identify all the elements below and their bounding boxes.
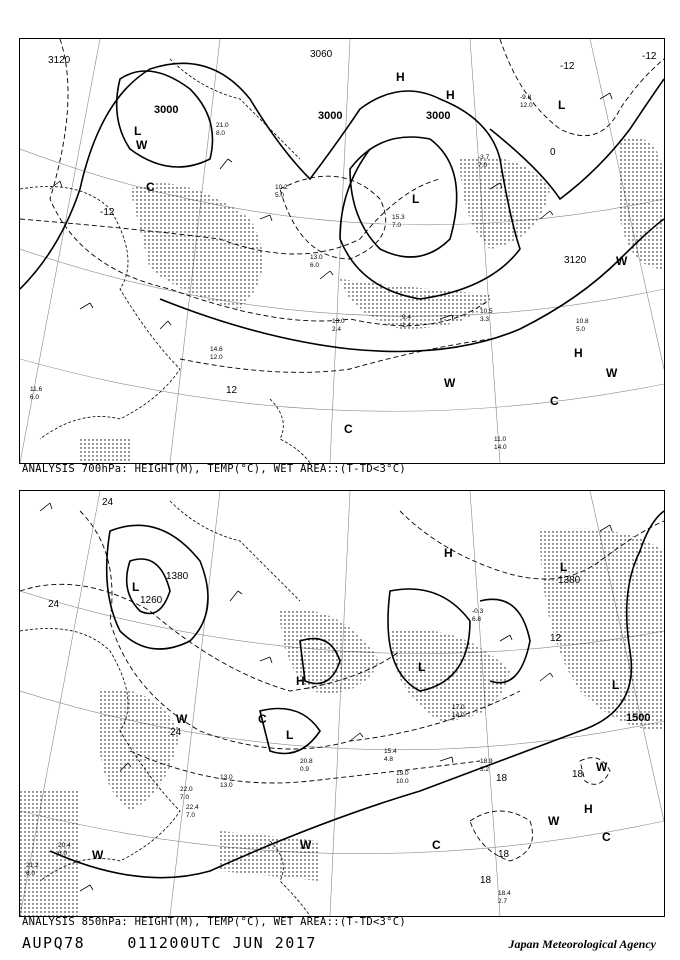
station-value: 17.0 — [452, 704, 465, 711]
station-value: 3.3 — [480, 316, 490, 323]
station-value: 15.3 — [392, 214, 405, 221]
station-value: 15.4 — [384, 748, 397, 755]
map-panel-850hpa — [19, 490, 665, 917]
station-value: 6.8 — [472, 616, 482, 623]
station-value: -3.7 — [478, 154, 490, 161]
station-value: 18.4 — [498, 890, 511, 897]
low-marker: L — [132, 580, 140, 594]
station-value: 13.0 — [332, 318, 345, 325]
cold-center-marker: C — [550, 394, 559, 408]
station-value: 21.0 — [216, 122, 229, 129]
station-value: 19.0 — [396, 770, 409, 777]
height-label: 1380 — [558, 575, 581, 586]
station-value: 13.0 — [220, 774, 233, 781]
cold-center-marker: C — [602, 830, 611, 844]
station-value: 6.0 — [310, 262, 320, 269]
warm-center-marker: W — [606, 366, 618, 380]
station-value: 12.0 — [210, 354, 223, 361]
temp-label: 24 — [48, 599, 60, 610]
warm-center-marker: W — [176, 712, 188, 726]
high-marker: H — [396, 70, 405, 84]
temp-label: 18 — [498, 849, 510, 860]
height-label: 3060 — [310, 49, 333, 60]
temp-label: 24 — [102, 497, 114, 508]
cold-center-marker: C — [432, 838, 441, 852]
low-marker: L — [286, 728, 294, 742]
station-value: 10.2 — [275, 184, 288, 191]
warm-center-marker: W — [300, 838, 312, 852]
high-marker: H — [444, 546, 453, 560]
station-value: 3.2 — [480, 766, 490, 773]
panel-caption-700hpa: ANALYSIS 700hPa: HEIGHT(M), TEMP(°C), WET AREA::(T-TD<3°C) — [22, 463, 407, 475]
station-value: 11.0 — [494, 436, 507, 443]
station-value: 4.8 — [384, 756, 394, 763]
station-value: 5.0 — [275, 192, 285, 199]
high-marker: H — [446, 88, 455, 102]
station-value: 2.4 — [332, 326, 342, 333]
agency-name: Japan Meteorological Agency — [508, 937, 656, 951]
temp-label: 12 — [226, 385, 238, 396]
temp-label: 18 — [572, 769, 584, 780]
station-value: 7.0 — [478, 162, 488, 169]
station-value: 13.0 — [220, 782, 233, 789]
product-code: AUPQ78 — [22, 934, 86, 952]
station-value: 7.0 — [186, 812, 196, 819]
system-markers — [92, 546, 619, 862]
station-value: 20.8 — [300, 758, 313, 765]
station-value: 7.0 — [180, 794, 190, 801]
low-marker: L — [560, 560, 568, 574]
warm-center-marker: W — [444, 376, 456, 390]
station-value: 22.4 — [186, 804, 199, 811]
temp-label: 24 — [170, 727, 182, 738]
low-marker: L — [418, 660, 426, 674]
warm-center-marker: W — [596, 760, 608, 774]
station-value: 10.5 — [480, 308, 493, 315]
station-plots — [30, 94, 589, 451]
cold-center-marker: C — [344, 422, 353, 436]
high-marker: H — [574, 346, 583, 360]
wet-area-shading — [20, 529, 664, 917]
temp-label: 0 — [550, 147, 556, 158]
station-value: 14.0 — [494, 444, 507, 451]
temp-label: -12 — [560, 61, 575, 72]
station-value: 2.7 — [498, 898, 508, 905]
station-value: 12.0 — [520, 102, 533, 109]
temp-label: 18 — [480, 875, 492, 886]
low-marker: L — [558, 98, 566, 112]
warm-center-marker: W — [92, 848, 104, 862]
cold-center-marker: C — [258, 712, 267, 726]
panel-caption-850hpa: ANALYSIS 850hPa: HEIGHT(M), TEMP(°C), WET AREA::(T-TD<3°C) — [22, 916, 407, 928]
height-label: 1500 — [626, 712, 651, 724]
high-marker: H — [296, 674, 305, 688]
height-label: 3000 — [426, 110, 451, 122]
height-label: 1380 — [166, 571, 189, 582]
station-value: 10.0 — [396, 778, 409, 785]
cold-center-marker: C — [146, 180, 155, 194]
station-value: 13.0 — [310, 254, 323, 261]
height-label: 3000 — [318, 110, 343, 122]
high-marker: H — [584, 802, 593, 816]
station-value: 22.0 — [180, 786, 193, 793]
station-value: 20.4 — [58, 842, 71, 849]
map-850hpa-svg — [20, 491, 664, 916]
station-value: 21.2 — [26, 862, 39, 869]
map-700hpa-svg — [20, 39, 664, 463]
station-value: 9.4 — [402, 314, 412, 321]
height-label: 3120 — [564, 255, 587, 266]
height-label: 3120 — [48, 55, 71, 66]
station-value: 14.0 — [452, 712, 465, 719]
station-value: 6.0 — [58, 850, 68, 857]
low-marker: L — [612, 678, 620, 692]
station-value: 0.9 — [300, 766, 310, 773]
valid-time: 011200UTC JUN 2017 — [127, 934, 317, 952]
station-value: -9.8 — [520, 94, 532, 101]
product-header — [22, 934, 317, 952]
station-value: 5.0 — [576, 326, 586, 333]
temp-label: 12 — [550, 633, 562, 644]
station-value: -0.3 — [472, 608, 484, 615]
height-label: 3000 — [154, 104, 179, 116]
map-panel-700hpa — [19, 38, 665, 464]
station-value: 6.0 — [26, 870, 36, 877]
warm-center-marker: W — [548, 814, 560, 828]
station-value: 14.6 — [210, 346, 223, 353]
temp-label: -12 — [642, 51, 657, 62]
station-value: 1.4 — [402, 322, 412, 329]
temp-label: -12 — [100, 207, 115, 218]
low-marker: L — [134, 124, 142, 138]
station-value: 11.6 — [30, 386, 43, 393]
station-value: 18.9 — [480, 758, 493, 765]
warm-center-marker: W — [616, 254, 628, 268]
station-value: 7.0 — [392, 222, 402, 229]
warm-center-marker: W — [136, 138, 148, 152]
station-value: 10.8 — [576, 318, 589, 325]
temp-label: 18 — [496, 773, 508, 784]
station-value: 6.0 — [30, 394, 40, 401]
low-marker: L — [412, 192, 420, 206]
station-value: 8.0 — [216, 130, 226, 137]
height-label: 1260 — [140, 595, 163, 606]
